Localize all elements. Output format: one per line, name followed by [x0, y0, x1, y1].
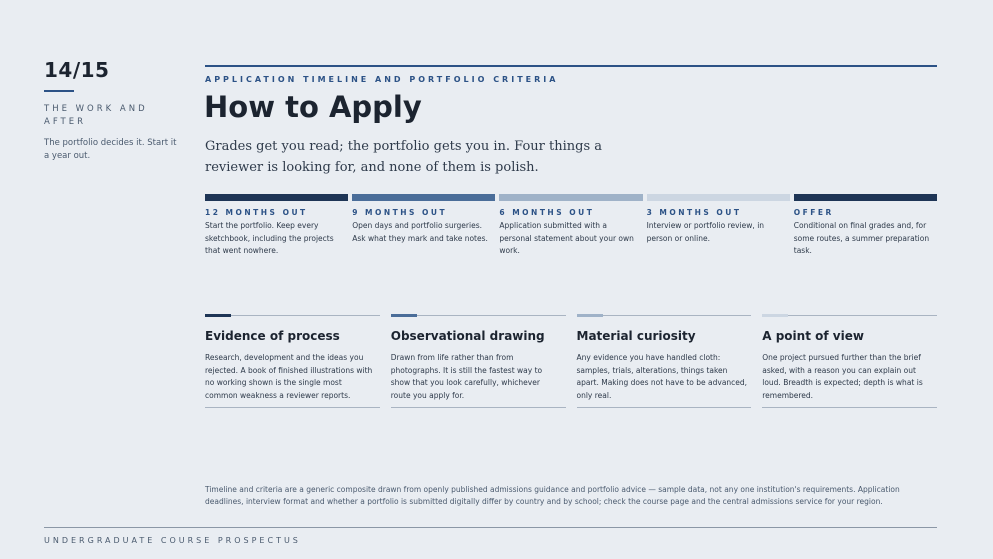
timeline-desc: Open days and portfolio surgeries. Ask what they mark and take notes. [352, 221, 488, 243]
section-note: The portfolio decides it. Start it a year out. [44, 138, 177, 161]
timeline-desc: Application submitted with a personal statement about your own work. [499, 221, 634, 255]
criterion-card [762, 315, 937, 408]
timeline-bar [205, 194, 348, 201]
criterion-desc: Drawn from life rather than from photographs. It is still the fastest way to show that you look carefully, whichever route you apply for. [390, 353, 543, 400]
criterion-card [205, 315, 380, 408]
footer-rule [44, 527, 937, 528]
timeline-step [794, 194, 937, 258]
footer-label: UNDERGRADUATE COURSE PROSPECTUS [44, 536, 301, 545]
timeline-label: 9 MONTHS OUT [352, 208, 448, 217]
timeline-step [352, 194, 495, 258]
timeline-desc: Start the portfolio. Keep every sketchbook, including the projects that went nowhere. [205, 221, 334, 255]
criterion-title: Material curiosity [576, 329, 696, 343]
timeline-step [205, 194, 348, 258]
criterion-title: Evidence of process [205, 329, 340, 343]
timeline-bar [647, 194, 790, 201]
timeline-label: 6 MONTHS OUT [499, 208, 595, 217]
criterion-desc: Research, development and the ideas you rejected. A book of finished illustrations with no working shown is the single most common weakness a reviewer reports. [205, 353, 373, 400]
criterion-accent [205, 314, 231, 317]
section-label: THE WORK AND AFTER [44, 104, 148, 127]
timeline-label: 12 MONTHS OUT [205, 208, 308, 217]
criterion-accent [762, 314, 788, 317]
slide-number-rule [44, 90, 74, 92]
timeline [205, 194, 937, 258]
timeline-bar [499, 194, 642, 201]
criterion-title: Observational drawing [390, 329, 545, 343]
criteria-grid [205, 315, 937, 408]
timeline-bar [794, 194, 937, 201]
criterion-desc: One project pursued further than the brief asked, with a reason you can explain out loud. Breadth is expected; depth is what is remembered. [762, 353, 923, 400]
timeline-step [499, 194, 642, 258]
criterion-card [391, 315, 566, 408]
lede: Grades get you read; the portfolio gets you in. Four things a reviewer is looking for, and none of them is polish. [205, 139, 603, 175]
timeline-label: 3 MONTHS OUT [646, 208, 742, 217]
criterion-accent [391, 314, 417, 317]
criterion-title: A point of view [762, 329, 864, 343]
header-rule [205, 65, 937, 67]
timeline-desc: Conditional on final grades and, for some routes, a summer preparation task. [793, 221, 930, 255]
criterion-accent [577, 314, 603, 317]
criterion-desc: Any evidence you have handled cloth: samples, trials, alterations, things taken apart. Making does not have to be advanced, only real. [576, 353, 748, 400]
slide-number: 14/15 [44, 58, 110, 82]
timeline-step [647, 194, 790, 258]
footnote: Timeline and criteria are a generic composite drawn from openly published admissions guidance and portfolio advice — sample data, not any one institution's requirements. Application deadlines, interview format and whether a portfolio is submitted digitally differ by country and by school; check the course page and the central admissions service for your region. [205, 485, 900, 506]
kicker: APPLICATION TIMELINE AND PORTFOLIO CRITERIA [205, 75, 559, 84]
page-title: How to Apply [204, 90, 422, 124]
criterion-card [577, 315, 752, 408]
timeline-bar [352, 194, 495, 201]
timeline-desc: Interview or portfolio review, in person or online. [646, 221, 765, 243]
timeline-label: OFFER [793, 208, 834, 217]
